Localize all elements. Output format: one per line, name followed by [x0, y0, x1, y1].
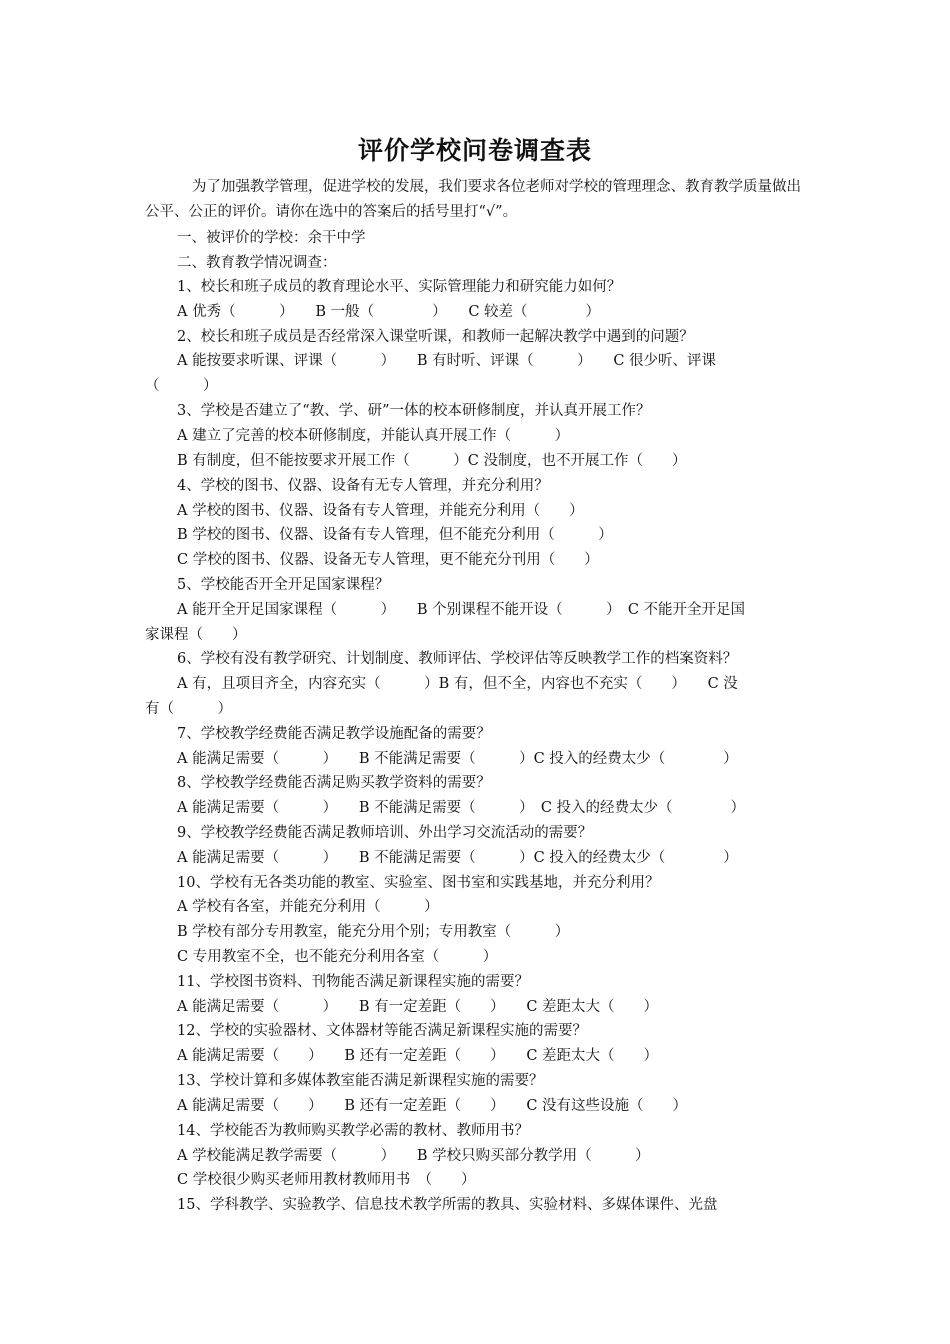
question-13: 13、学校计算和多媒体教室能否满足新课程实施的需要？: [177, 1073, 544, 1089]
option-3b: B 有制度，但不能按要求开展工作（ ）C 没制度，也不开展工作（ ）: [177, 453, 687, 469]
options-6-cont: 有（ ）: [145, 701, 232, 717]
options-5: A 能开全开足国家课程（ ） B 个别课程不能开设（ ） C 不能开全开足国: [177, 602, 746, 618]
question-4: 4、学校的图书、仪器、设备有无专人管理，并充分利用？: [177, 478, 549, 494]
question-12: 12、学校的实验器材、文体器材等能否满足新课程实施的需要？: [177, 1023, 587, 1039]
option-3a: A 建立了完善的校本研修制度，并能认真开展工作（ ）: [177, 428, 570, 444]
question-10: 10、学校有无各类功能的教室、实验室、图书室和实践基地，并充分利用？: [177, 875, 660, 891]
option-4a: A 学校的图书、仪器、设备有专人管理，并能充分利用（ ）: [177, 503, 584, 519]
question-14: 14、学校能否为教师购买教学必需的教材、教师用书？: [177, 1123, 529, 1139]
question-6: 6、学校有没有教学研究、计划制度、教师评估、学校评估等反映教学工作的档案资料？: [177, 651, 738, 667]
question-8: 8、学校教学经费能否满足购买教学资料的需要？: [177, 775, 491, 791]
options-12: A 能满足需要（ ） B 还有一定差距（ ） C 差距太大（ ）: [177, 1048, 659, 1064]
option-14b: C 学校很少购买老师用教材教师用书 （ ）: [177, 1172, 476, 1188]
question-7: 7、学校教学经费能否满足教学设施配备的需要？: [177, 726, 491, 742]
section-survey: 二、教育教学情况调查：: [177, 255, 337, 271]
options-2: A 能按要求听课、评课（ ） B 有时听、评课（ ） C 很少听、评课: [177, 353, 717, 369]
options-1: A 优秀（ ） B 一般（ ） C 较差（ ）: [177, 304, 601, 320]
options-11: A 能满足需要（ ） B 有一定差距（ ） C 差距太大（ ）: [177, 999, 659, 1015]
intro-paragraph: 为了加强教学管理，促进学校的发展，我们要求各位老师对学校的管理理念、教育教学质量做出公平、公正的评价。请你在选中的答案后的括号里打“√”。: [145, 179, 801, 220]
options-9: A 能满足需要（ ） B 不能满足需要（ ）C 投入的经费太少（ ）: [177, 850, 738, 866]
option-4b: B 学校的图书、仪器、设备有专人管理，但不能充分利用（ ）: [177, 527, 613, 543]
question-1: 1、校长和班子成员的教育理论水平、实际管理能力和研究能力如何？: [177, 279, 622, 295]
question-9: 9、学校教学经费能否满足教师培训、外出学习交流活动的需要？: [177, 825, 593, 841]
options-5-cont: 家课程（ ）: [145, 627, 247, 643]
question-15: 15、学科教学、实验教学、信息技术教学所需的教具、实验材料、多媒体课件、光盘: [177, 1197, 718, 1213]
question-2: 2、校长和班子成员是否经常深入课堂听课，和教师一起解决教学中遇到的问题？: [177, 329, 694, 345]
options-2-cont: （ ）: [145, 378, 218, 394]
options-6: A 有，且项目齐全，内容充实（ ）B 有，但不全，内容也不充实（ ） C 没: [177, 676, 738, 692]
options-13: A 能满足需要（ ） B 还有一定差距（ ） C 没有这些设施（ ）: [177, 1098, 688, 1114]
option-4c: C 学校的图书、仪器、设备无专人管理，更不能充分刊用（ ）: [177, 552, 599, 568]
option-10b: B 学校有部分专用教室，能充分用个别；专用教室（ ）: [177, 924, 570, 940]
option-14a: A 学校能满足教学需要（ ） B 学校只购买部分教学用（ ）: [177, 1148, 650, 1164]
option-10c: C 专用教室不全，也不能充分利用各室（ ）: [177, 949, 498, 965]
options-7: A 能满足需要（ ） B 不能满足需要（ ）C 投入的经费太少（ ）: [177, 751, 738, 767]
options-8: A 能满足需要（ ） B 不能满足需要（ ） C 投入的经费太少（ ）: [177, 800, 746, 816]
option-10a: A 学校有各室，并能充分利用（ ）: [177, 899, 439, 915]
section-school: 一、被评价的学校：余干中学: [177, 230, 366, 246]
question-11: 11、学校图书资料、刊物能否满足新课程实施的需要？: [177, 974, 529, 990]
page-title: 评价学校问卷调查表: [357, 136, 592, 165]
question-3: 3、学校是否建立了“教、学、研”一体的校本研修制度，并认真开展工作？: [177, 403, 651, 419]
question-5: 5、学校能否开全开足国家课程？: [177, 577, 390, 593]
